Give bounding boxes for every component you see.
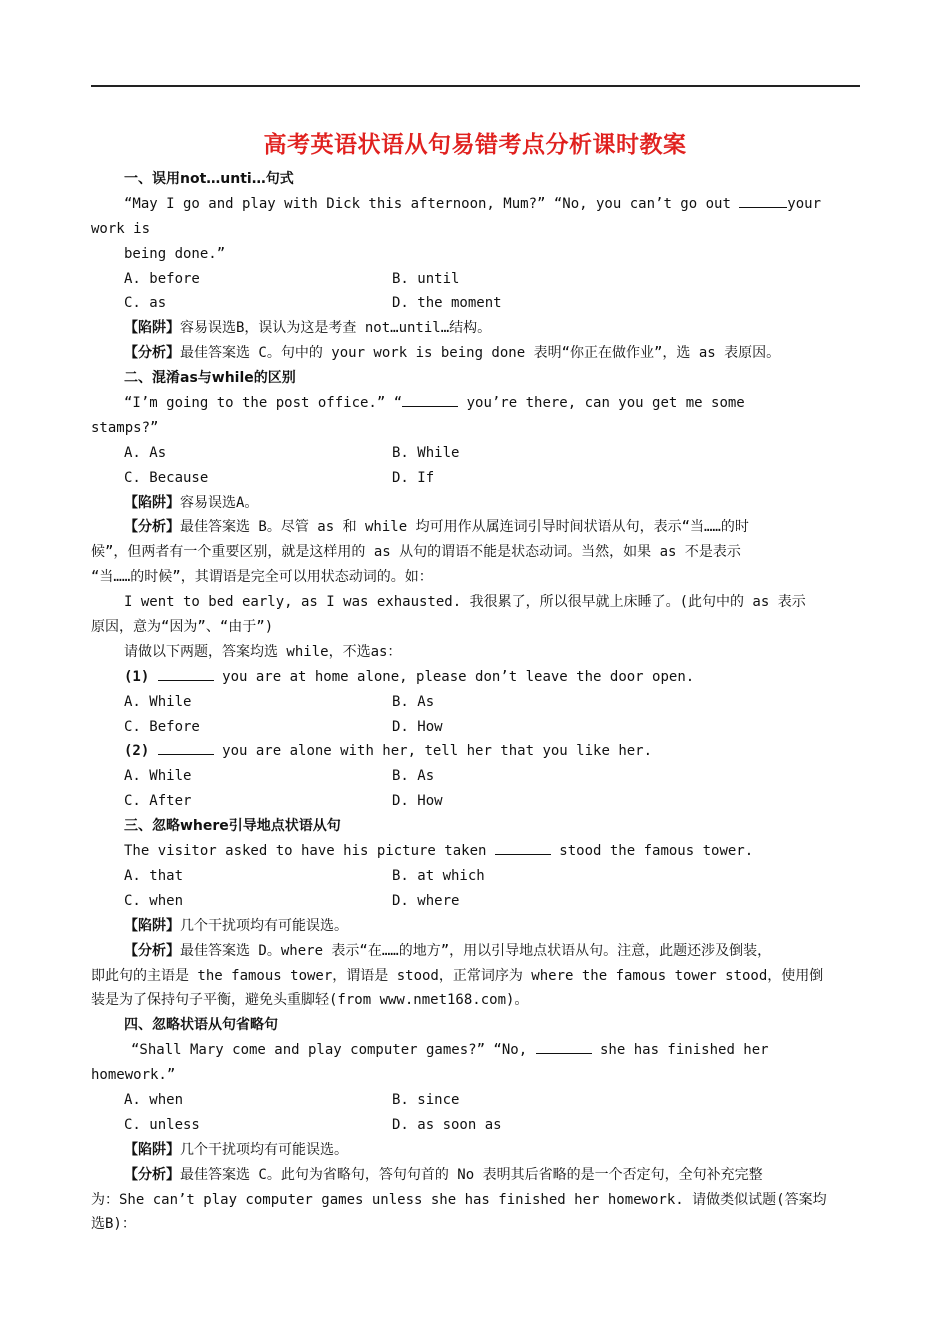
trap-note: 【陷阱】容易误选B，误认为这是考查 not…until…结构。 — [124, 320, 492, 337]
option-row — [91, 690, 861, 715]
question-text: “I’m going to the post office.” “ you’re there, can you get me some — [91, 391, 861, 416]
option: D. How — [392, 718, 443, 735]
question-text: The visitor asked to have his picture taken stood the famous tower. — [91, 839, 861, 864]
answer-blank — [739, 192, 787, 208]
practice-question: (2) you are alone with her, tell her that you like her. — [91, 739, 861, 764]
option: C. Before — [124, 718, 200, 735]
option: D. How — [392, 793, 443, 810]
trap-note: 【陷阱】几个干扰项均有可能误选。 — [124, 917, 348, 934]
question-text: work is — [91, 220, 151, 237]
option: B. until — [392, 270, 460, 287]
answer-blank — [495, 839, 551, 855]
option: A. when — [124, 1091, 184, 1108]
option-row — [91, 715, 861, 740]
option: A. While — [124, 693, 192, 710]
trap-note: 【陷阱】容易误选A。 — [124, 494, 259, 511]
option: B. since — [392, 1091, 460, 1108]
option: C. Because — [124, 469, 209, 486]
answer-blank — [158, 665, 214, 681]
question-text: stamps?” — [91, 419, 159, 436]
option: B. As — [392, 768, 435, 785]
section-heading: 三、忽略where引导地点状语从句 — [124, 818, 341, 835]
option: D. as soon as — [392, 1116, 502, 1133]
section-heading: 四、忽略状语从句省略句 — [124, 1017, 278, 1034]
analysis-note: 【分析】最佳答案选 C。句中的 your work is being done 表明“你正在做作业”，选 as 表原因。 — [124, 345, 781, 362]
answer-blank — [402, 391, 458, 407]
practice-question: (1) you are at home alone, please don’t leave the door open. — [91, 665, 861, 690]
question-text: “Shall Mary come and play computer games?” “No, she has finished her — [91, 1038, 861, 1063]
practice-intro: 请做以下两题，答案均选 while，不选as： — [124, 643, 402, 660]
option: A. As — [124, 444, 167, 461]
analysis-text: 为：She can’t play computer games unless she has finished her homework. 请做类似试题(答案均 — [91, 1191, 827, 1208]
analysis-text: 装是为了保持句子平衡，避免头重脚轻(from www.nmet168.com)。 — [91, 992, 529, 1009]
option: C. unless — [124, 1116, 200, 1133]
top-rule — [91, 85, 860, 87]
option: D. If — [392, 469, 435, 486]
option: A. While — [124, 768, 192, 785]
analysis-text: 候”，但两者有一个重要区别，就是这样用的 as 从句的谓语不能是状态动词。当然，如果 as 不是表示 — [91, 544, 741, 561]
document-body — [91, 167, 861, 1237]
question-text: being done.” — [124, 245, 226, 262]
option: C. when — [124, 892, 184, 909]
analysis-note: 【分析】最佳答案选 D。where 表示“在……的地方”，用以引导地点状语从句。注意，此题还涉及倒装， — [124, 942, 772, 959]
analysis-note: 【分析】最佳答案选 B。尽管 as 和 while 均可用作从属连词引导时间状语从句，表示“当……的时 — [124, 519, 749, 536]
answer-blank — [158, 739, 214, 755]
question-text: homework.” — [91, 1067, 176, 1084]
option: D. where — [392, 892, 460, 909]
option-row — [91, 764, 861, 789]
option-row — [91, 864, 861, 889]
option: B. While — [392, 444, 460, 461]
answer-blank — [536, 1038, 592, 1054]
example-text: 原因，意为“因为”、“由于”) — [91, 619, 274, 636]
question-text: “May I go and play with Dick this afternoon, Mum?” “No, you can’t go out your — [91, 192, 861, 217]
option: B. at which — [392, 867, 485, 884]
section-heading: 二、混淆as与while的区别 — [124, 370, 296, 387]
example-text: I went to bed early, as I was exhausted. 我很累了，所以很早就上床睡了。(此句中的 as 表示 — [124, 594, 806, 611]
option: A. before — [124, 270, 200, 287]
option: D. the moment — [392, 295, 502, 312]
option-row — [91, 789, 861, 814]
trap-note: 【陷阱】几个干扰项均有可能误选。 — [124, 1141, 348, 1158]
option-row — [91, 889, 861, 914]
option-row — [91, 441, 861, 466]
option: A. that — [124, 867, 184, 884]
option-row — [91, 267, 861, 292]
page-title: 高考英语状语从句易错考点分析课时教案 — [263, 132, 687, 158]
option: B. As — [392, 693, 435, 710]
analysis-text: 即此句的主语是 the famous tower，谓语是 stood，正常词序为 where the famous tower stood，使用倒 — [91, 967, 824, 984]
option-row — [91, 1088, 861, 1113]
analysis-text: “当……的时候”，其谓语是完全可以用状态动词的。如： — [91, 569, 433, 586]
option: C. After — [124, 793, 192, 810]
analysis-text: 选B)： — [91, 1216, 136, 1233]
option-row — [91, 291, 861, 316]
analysis-note: 【分析】最佳答案选 C。此句为省略句，答句句首的 No 表明其后省略的是一个否定句，全句补充完整 — [124, 1166, 763, 1183]
option: C. as — [124, 295, 167, 312]
option-row — [91, 466, 861, 491]
option-row — [91, 1113, 861, 1138]
section-heading: 一、误用not…unti…句式 — [124, 171, 294, 187]
